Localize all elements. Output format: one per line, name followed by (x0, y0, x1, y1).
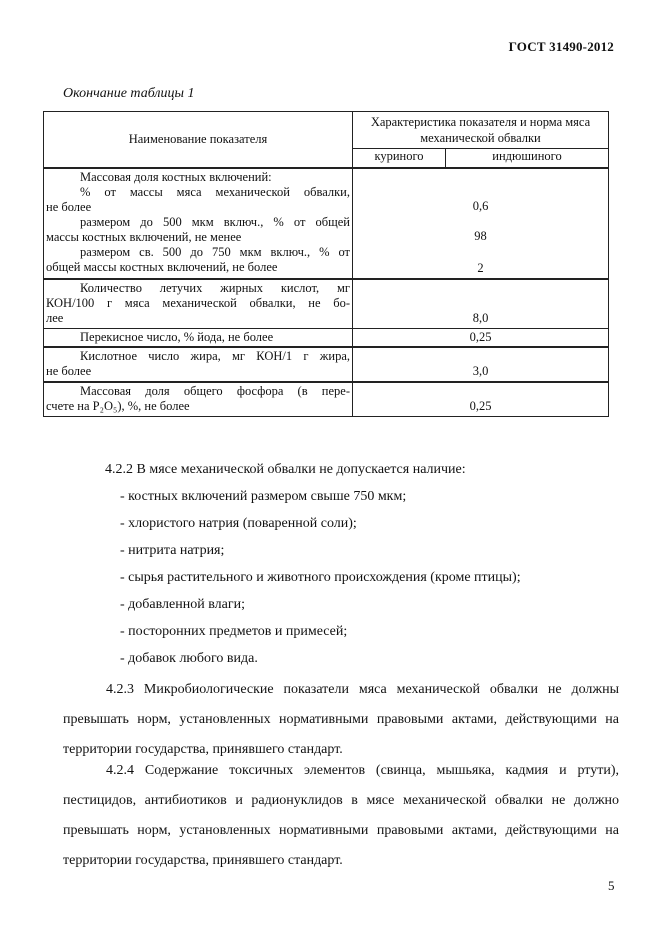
header-turkey: индюшиного (446, 149, 609, 169)
section-4-2-4: 4.2.4 Содержание токсичных элементов (свинца, мышьяка, кадмия и ртути), пестицидов, антибиотиков и радионуклидов в мясе механической обвалки не должно превышать норм, установленных нормативными правовыми актами, действующими на территории государства, принявшего стандарт. (63, 763, 619, 868)
value-phosphorus: 0,25 (353, 382, 609, 417)
value-volatile-acids: 8,0 (353, 279, 609, 329)
table-row-label: Кислотное число жира, мг КОН/1 г жира, не более (44, 347, 353, 382)
document-header: ГОСТ 31490-2012 (508, 39, 614, 54)
page-number: 5 (608, 878, 615, 893)
list-item: - хлористого натрия (поваренной соли); (120, 516, 357, 531)
table-row-label: Массовая доля общего фосфора (в пере- счете на P₂O₅), %, не более (44, 382, 353, 417)
value-bone-mass: 0,6 (472, 199, 489, 213)
value-acid-number: 3,0 (353, 347, 609, 382)
header-chicken: куриного (353, 149, 446, 169)
list-item: - нитрита натрия; (120, 543, 225, 558)
section-4-2-2-intro: 4.2.2 В мясе механической обвалки не допускается наличие: (105, 462, 466, 477)
table-row-values (353, 168, 609, 279)
list-item: - посторонних предметов и примесей; (120, 624, 348, 639)
value-peroxide: 0,25 (353, 329, 609, 348)
table-caption: Окончание таблицы 1 (63, 86, 195, 101)
list-item: - добавленной влаги; (120, 597, 245, 612)
header-characteristic: Характеристика показателя и норма мяса механической обвалки (353, 112, 609, 149)
indicators-table (43, 111, 609, 417)
section-4-2-3: 4.2.3 Микробиологические показатели мяса механической обвалки не должны превышать норм, установленных нормативными правовыми актами, действующими на территории государства, принявшего стандарт. (63, 682, 619, 757)
list-item: - костных включений размером свыше 750 мкм; (120, 489, 407, 504)
header-name: Наименование показателя (44, 112, 353, 169)
list-item: - сырья растительного и животного происхождения (кроме птицы); (120, 570, 521, 585)
table-row-label: Массовая доля костных включений: % от массы мяса механической обвалки, не более размером до 500 мкм включ., % от общей массы костных включений, не менее размером св. 500 до 750 мкм включ., % от общей массы костных включений, не более (44, 168, 353, 279)
table-row-label: Количество летучих жирных кислот, мг КОН/100 г мяса механической обвалки, не бо- лее (44, 279, 353, 329)
table-row-label: Перекисное число, % йода, не более (44, 329, 353, 348)
value-size-750: 2 (477, 261, 484, 275)
list-item: - добавок любого вида. (120, 651, 258, 666)
value-size-500: 98 (474, 229, 487, 243)
